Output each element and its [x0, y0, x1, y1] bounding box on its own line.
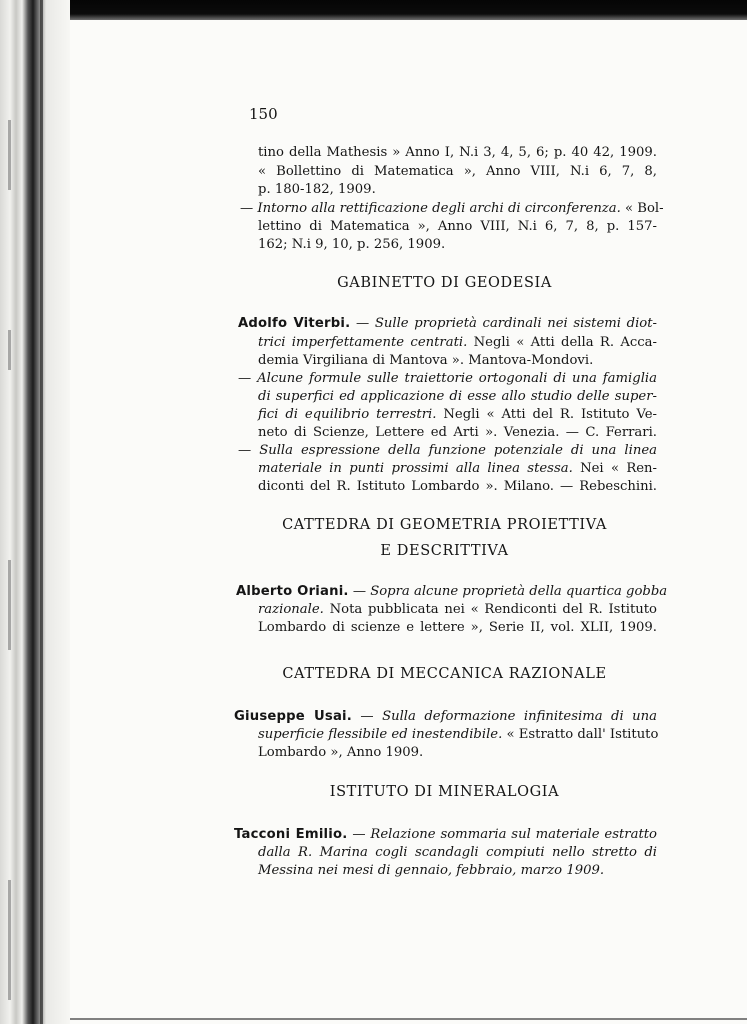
text-line: superficie flessibile ed inestendibile. « Estratto dall' Istituto	[258, 727, 659, 742]
author-name: Alberto Oriani.	[236, 584, 349, 599]
section-heading: ISTITUTO DI MINERALOGIA	[329, 784, 560, 800]
text-line: lettino di Matematica », Anno VIII, N.i 6, 7, 8, p. 157-	[258, 219, 657, 234]
binding-speck	[8, 560, 11, 650]
author-name: Giuseppe Usai.	[234, 709, 352, 724]
text-line: Lombardo di scienze e lettere », Serie II, vol. XLII, 1909.	[258, 620, 657, 635]
text-line: « Bollettino di Matematica », Anno VIII, N.i 6, 7, 8,	[258, 164, 657, 179]
author-name: Adolfo Viterbi.	[238, 316, 351, 331]
section-heading-line2: E DESCRITTIVA	[380, 543, 509, 559]
page-number: 150	[249, 105, 278, 123]
book-binding-edge	[0, 0, 70, 1024]
text-line: Alberto Oriani. — Sopra alcune proprietà della quartica gobba	[236, 584, 668, 599]
section-heading: CATTEDRA DI GEOMETRIA PROIETTIVA	[282, 517, 607, 533]
text-line: trici imperfettamente centrati. Negli « Atti della R. Acca-	[258, 335, 658, 350]
text-line: Adolfo Viterbi. — Sulle proprietà cardinali nei sistemi diot-	[238, 316, 658, 331]
text-line: Tacconi Emilio. — Relazione sommaria sul materiale estratto	[234, 827, 657, 842]
text-line: tino della Mathesis » Anno I, N.i 3, 4, 5, 6; p. 40 42, 1909.	[258, 145, 657, 160]
section-heading: GABINETTO DI GEODESIA	[337, 275, 552, 291]
text-line: — Sulla espressione della funzione potenziale di una linea	[238, 443, 657, 458]
text-line: 162; N.i 9, 10, p. 256, 1909.	[258, 237, 446, 252]
text-line: Messina nei mesi di gennaio, febbraio, marzo 1909.	[258, 863, 605, 878]
text-line: Giuseppe Usai. — Sulla deformazione infinitesima di una	[234, 709, 657, 724]
text-line: diconti del R. Istituto Lombardo ». Milano. — Rebeschini.	[258, 479, 657, 494]
text-line: razionale. Nota pubblicata nei « Rendiconti del R. Istituto	[258, 602, 657, 617]
text-line: p. 180-182, 1909.	[258, 182, 376, 197]
scan-top-edge	[0, 0, 747, 20]
author-name: Tacconi Emilio.	[234, 827, 348, 842]
text-line: materiale in punti prossimi alla linea stessa. Nei « Ren-	[258, 461, 658, 476]
text-line: neto di Scienze, Lettere ed Arti ». Venezia. — C. Ferrari.	[258, 425, 657, 440]
section-heading: CATTEDRA DI MECCANICA RAZIONALE	[282, 666, 607, 682]
binding-speck	[8, 330, 11, 370]
binding-speck	[8, 880, 11, 1000]
text-line: — Intorno alla rettificazione degli archi di circonferenza. « Bol-	[240, 201, 664, 216]
text-line: fici di equilibrio terrestri. Negli « Atti del R. Istituto Ve-	[258, 407, 657, 422]
text-line: demia Virgiliana di Mantova ». Mantova-Mondovi.	[258, 353, 594, 368]
binding-crease	[40, 0, 43, 1024]
binding-speck	[8, 120, 11, 190]
text-line: dalla R. Marina cogli scandagli compiuti nello stretto di	[258, 845, 657, 860]
text-line: Lombardo », Anno 1909.	[258, 745, 424, 760]
text-line: di superfici ed applicazione di esse allo studio delle super-	[258, 389, 657, 404]
scan-bottom-edge	[70, 1018, 747, 1020]
text-line: — Alcune formule sulle traiettorie ortogonali di una famiglia	[238, 371, 657, 386]
